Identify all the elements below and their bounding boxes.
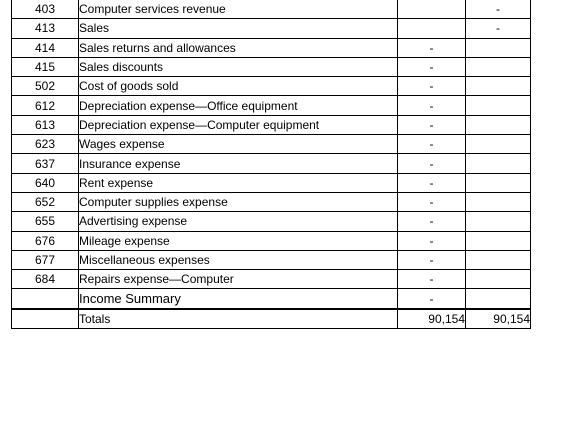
debit-cell: -	[398, 38, 466, 57]
table-row	[12, 154, 531, 173]
credit-cell	[466, 212, 531, 231]
credit-cell: -	[466, 0, 531, 19]
debit-cell: -	[398, 154, 466, 173]
account-number: 612	[12, 96, 79, 115]
table-row	[12, 289, 531, 309]
account-number: 613	[12, 115, 79, 134]
table-row	[12, 96, 531, 115]
credit-cell	[466, 250, 531, 269]
credit-cell	[466, 231, 531, 250]
debit-cell: -	[398, 57, 466, 76]
account-number: 623	[12, 135, 79, 154]
debit-cell: -	[398, 270, 466, 289]
table-row	[12, 173, 531, 192]
account-number: 413	[12, 19, 79, 38]
account-number: 415	[12, 57, 79, 76]
table-row	[12, 192, 531, 211]
credit-cell	[466, 77, 531, 96]
debit-cell	[398, 19, 466, 38]
credit-cell	[466, 115, 531, 134]
account-name: Computer services revenue	[79, 0, 398, 19]
debit-cell: -	[398, 289, 466, 309]
table-row	[12, 250, 531, 269]
account-name: Sales discounts	[79, 57, 398, 76]
account-number: 676	[12, 231, 79, 250]
debit-cell: -	[398, 96, 466, 115]
credit-cell	[466, 270, 531, 289]
table-row	[12, 115, 531, 134]
trial-balance-table	[11, 0, 531, 329]
account-name: Advertising expense	[79, 212, 398, 231]
account-name: Rent expense	[79, 173, 398, 192]
account-number: 677	[12, 250, 79, 269]
account-number: 403	[12, 0, 79, 19]
totals-row	[12, 309, 531, 329]
account-number: 640	[12, 173, 79, 192]
table-row	[12, 77, 531, 96]
debit-cell: -	[398, 115, 466, 134]
account-name: Sales	[79, 19, 398, 38]
account-number: 684	[12, 270, 79, 289]
debit-cell: -	[398, 212, 466, 231]
table-row	[12, 231, 531, 250]
account-name: Income Summary	[79, 289, 398, 309]
credit-cell	[466, 57, 531, 76]
debit-cell	[398, 0, 466, 19]
account-name: Mileage expense	[79, 231, 398, 250]
credit-cell	[466, 96, 531, 115]
account-name: Computer supplies expense	[79, 192, 398, 211]
debit-cell: -	[398, 192, 466, 211]
debit-cell: -	[398, 231, 466, 250]
account-number: 637	[12, 154, 79, 173]
credit-cell	[466, 135, 531, 154]
credit-cell	[466, 289, 531, 309]
credit-cell	[466, 154, 531, 173]
table-row	[12, 19, 531, 38]
account-number	[12, 289, 79, 309]
table-row	[12, 135, 531, 154]
account-name: Insurance expense	[79, 154, 398, 173]
totals-label: Totals	[79, 309, 398, 329]
table-row	[12, 270, 531, 289]
account-number: 414	[12, 38, 79, 57]
credit-cell	[466, 192, 531, 211]
account-name: Repairs expense—Computer	[79, 270, 398, 289]
table-row	[12, 212, 531, 231]
credit-total: 90,154	[466, 309, 531, 329]
debit-cell: -	[398, 77, 466, 96]
debit-cell: -	[398, 250, 466, 269]
debit-cell: -	[398, 135, 466, 154]
account-name: Cost of goods sold	[79, 77, 398, 96]
debit-cell: -	[398, 173, 466, 192]
account-number: 652	[12, 192, 79, 211]
account-number: 655	[12, 212, 79, 231]
account-name: Depreciation expense—Office equipment	[79, 96, 398, 115]
table-row	[12, 38, 531, 57]
account-number	[12, 309, 79, 329]
table-row	[12, 57, 531, 76]
credit-cell: -	[466, 19, 531, 38]
table-row	[12, 0, 531, 19]
account-number: 502	[12, 77, 79, 96]
account-name: Wages expense	[79, 135, 398, 154]
debit-total: 90,154	[398, 309, 466, 329]
account-name: Depreciation expense—Computer equipment	[79, 115, 398, 134]
account-name: Miscellaneous expenses	[79, 250, 398, 269]
credit-cell	[466, 173, 531, 192]
credit-cell	[466, 38, 531, 57]
account-name: Sales returns and allowances	[79, 38, 398, 57]
